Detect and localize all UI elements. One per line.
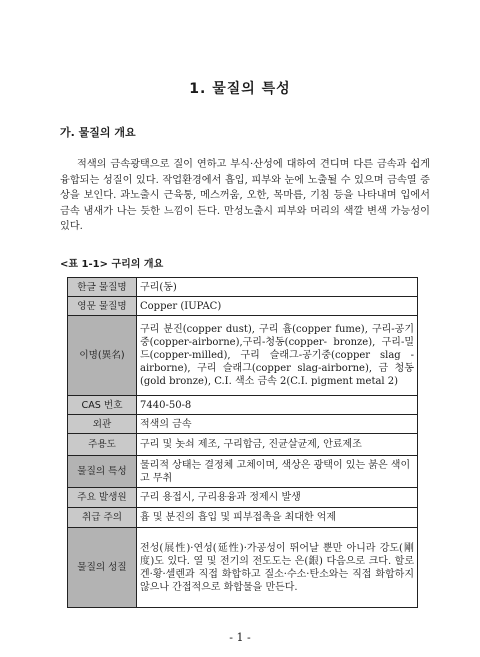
row-label: 한글 물질명 (68, 278, 137, 297)
table-row (68, 488, 418, 508)
table-row (68, 396, 418, 415)
row-value: 7440-50-8 (137, 396, 418, 415)
table-row (68, 456, 418, 488)
table-row (68, 434, 418, 456)
row-label: 영문 물질명 (68, 297, 137, 316)
overview-paragraph: 적색의 금속광택으로 질이 연하고 부식·산성에 대하여 견디며 다른 금속과 쉽게 융합되는 성질이 있다. 작업환경에서 흡입, 피부와 눈에 노출될 수 있으며 금속열 증상을 보인다. 과노출시 근육통, 메스꺼움, 오한, 목마름, 기침 등을 나타내며 입에서 금속 냄새가 나는 듯한 느낌이 든다. 만성노출시 피부와 머리의 색깔 변색 가능성이 있다. (60, 159, 430, 233)
table-row (68, 316, 418, 396)
row-value: 구리(동) (137, 278, 418, 297)
row-label: 주용도 (68, 434, 137, 456)
row-label: 주요 발생원 (68, 488, 137, 508)
row-label: 이명(異名) (68, 316, 137, 396)
section-heading: 가. 물질의 개요 (60, 126, 136, 139)
chapter-title: 1. 물질의 특성 (189, 81, 291, 97)
table-row (68, 297, 418, 316)
row-label: 물질의 특성 (68, 456, 137, 488)
row-label: 외관 (68, 415, 137, 434)
row-label: 물질의 성질 (68, 528, 137, 608)
row-value: 구리 및 놋쇠 제조, 구리합금, 진균살균제, 안료제조 (137, 434, 418, 456)
row-value: Copper (IUPAC) (137, 297, 418, 316)
table-row (68, 278, 418, 297)
page-number: - 1 - (229, 631, 251, 644)
row-value: 흄 및 분진의 흡입 및 피부접촉을 최대한 억제 (137, 508, 418, 528)
copper-overview-table (67, 277, 418, 608)
row-label: 취급 주의 (68, 508, 137, 528)
row-value: 물리적 상태는 결정체 고체이며, 색상은 광택이 있는 붉은 색이고 무취 (137, 456, 418, 488)
row-value: 전성(展性)·연성(延性)·가공성이 뛰어날 뿐만 아니라 강도(剛度)도 있다. 열 및 전기의 전도도는 은(銀) 다음으로 크다. 할로겐·황·셀렌과 직접 화합하고 질소·수소·탄소와는 직접 화합하지 않으나 간접적으로 화합물을 만든다. (137, 528, 418, 608)
row-value: 적색의 금속 (137, 415, 418, 434)
table-row (68, 528, 418, 608)
table-row (68, 508, 418, 528)
table-caption: <표 1-1> 구리의 개요 (60, 259, 164, 270)
row-value: 구리 용접시, 구리용융과 정제시 발생 (137, 488, 418, 508)
row-value: 구리 분진(copper dust), 구리 흄(copper fume), 구리-공기중(copper-airborne),구리-청동(copper- bronze), 구리-밀드(copper-milled), 구리 슬래그-공기중(copper slag -airborne), 구리 슬래그(copper slag-airborne), 금 청동(gold bronze), C.I. 색소 금속 2(C.I. pigment metal 2) (137, 316, 418, 396)
table-row (68, 415, 418, 434)
row-label: CAS 번호 (68, 396, 137, 415)
